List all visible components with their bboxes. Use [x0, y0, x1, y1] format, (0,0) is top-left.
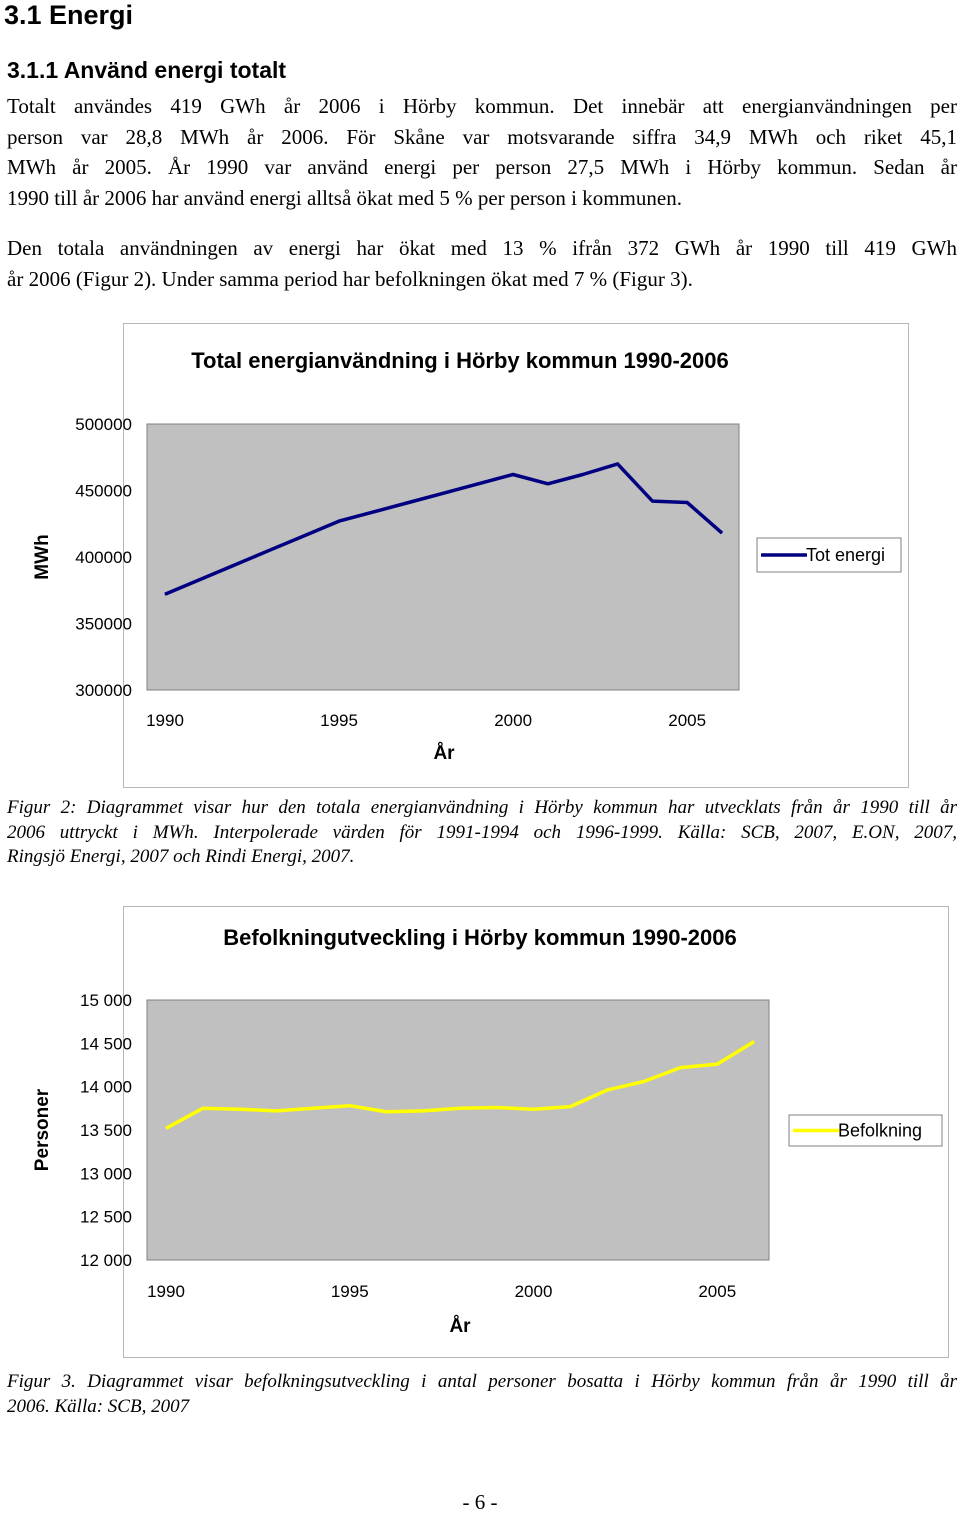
y-tick-label: 14 000: [80, 1077, 132, 1097]
figure-2-caption: [7, 796, 957, 870]
data-point: [582, 474, 583, 475]
page-number: - 6 -: [462, 1490, 498, 1514]
data-point: [687, 502, 688, 503]
population-chart-svg: [32, 907, 948, 1357]
data-point: [680, 1067, 681, 1068]
figure-3-caption: [7, 1370, 957, 1419]
data-point: [339, 521, 340, 522]
y-tick-label: 15 000: [80, 991, 132, 1010]
data-point: [386, 1111, 387, 1112]
paragraph-line: år 2006 (Figur 2). Under samma period har befolkningen ökat med 7 % (Figur 3).: [7, 266, 693, 291]
y-axis-label: Personer: [32, 1088, 53, 1172]
caption-line: Figur 3. Diagrammet visar befolkningsutveckling i antal personer bosatta i Hörby kommun från år 1990 till år: [7, 1371, 957, 1392]
data-point: [513, 474, 514, 475]
data-point: [617, 463, 618, 464]
data-point: [202, 1108, 203, 1109]
y-tick-label: 300000: [75, 681, 132, 700]
data-point: [234, 564, 235, 565]
y-tick-label: 450000: [75, 481, 132, 501]
data-point: [496, 1107, 497, 1108]
data-point: [570, 1106, 571, 1107]
x-tick-label: 2005: [698, 1282, 737, 1301]
y-tick-label: 12 000: [80, 1251, 132, 1270]
intro-paragraph: [7, 91, 957, 213]
data-point: [607, 1090, 608, 1091]
population-chart: [32, 906, 949, 1358]
x-tick-label: 1995: [330, 1282, 369, 1301]
y-axis-label: MWh: [32, 534, 53, 580]
data-point: [423, 1110, 424, 1111]
subsection-heading: 3.1.1 Använd energi totalt: [7, 57, 287, 83]
x-tick-label: 2000: [494, 711, 533, 730]
legend-label: Befolkning: [838, 1120, 923, 1141]
x-tick-label: 1990: [147, 1282, 185, 1301]
x-tick-label: 2000: [514, 1282, 553, 1301]
plot-area: [147, 1000, 769, 1260]
caption-line: 2006. Källa: SCB, 2007: [7, 1395, 190, 1417]
caption-line: Figur 2: Diagrammet visar hur den totala energianvändning i Hörby kommun har utvecklats från år 1990 till år: [7, 797, 957, 818]
section-heading: 3.1 Energi: [4, 0, 134, 30]
data-point: [547, 483, 548, 484]
plot-area: [147, 424, 739, 690]
data-point: [478, 483, 479, 484]
energy-chart-svg: [32, 324, 908, 787]
y-tick-label: 13 500: [80, 1121, 132, 1140]
data-point: [349, 1105, 350, 1106]
y-tick-label: 350000: [75, 614, 132, 634]
paragraph-line: MWh år 2005. År 1990 var använd energi per person 27,5 MWh i Hörby kommun. Sedan år: [7, 155, 957, 179]
data-point: [276, 1110, 277, 1111]
data-point: [722, 533, 723, 534]
x-tick-label: 1995: [320, 711, 358, 730]
caption-line: Ringsjö Energi, 2007 och Rindi Energi, 2007.: [7, 846, 355, 867]
data-point: [754, 1041, 755, 1042]
x-tick-label: 2005: [668, 711, 707, 730]
chart-title: Total energianvändning i Hörby kommun 1990-2006: [191, 348, 729, 373]
y-tick-label: 13 000: [80, 1164, 132, 1184]
data-point: [373, 511, 374, 512]
y-tick-label: 500000: [75, 415, 132, 434]
chart-title: Befolkningutveckling i Hörby kommun 1990-2006: [223, 925, 737, 950]
data-point: [652, 501, 653, 502]
x-axis-label: År: [433, 743, 455, 764]
data-point: [269, 550, 270, 551]
data-point: [199, 579, 200, 580]
paragraph-line: person var 28,8 MWh år 2006. För Skåne var motsvarande siffra 34,9 MWh och riket 45,1: [7, 124, 957, 149]
y-tick-label: 400000: [75, 548, 132, 567]
caption-line: 2006 uttryckt i MWh. Interpolerade värden för 1991-1994 och 1996-1999. Källa: SCB, 2007, E.ON, 2007,: [7, 821, 957, 843]
x-tick-label: 1990: [146, 711, 184, 730]
y-tick-label: 14 500: [80, 1034, 132, 1054]
data-point: [304, 535, 305, 536]
data-point: [239, 1109, 240, 1110]
legend-label: Tot energi: [806, 545, 886, 565]
data-point: [313, 1108, 314, 1109]
data-point: [533, 1109, 534, 1110]
data-point: [443, 493, 444, 494]
paragraph-line: Den totala användningen av energi har ökat med 13 % ifrån 372 GWh år 1990 till 419 GWh: [7, 236, 957, 260]
data-point: [460, 1108, 461, 1109]
data-point: [643, 1081, 644, 1082]
data-point: [166, 1128, 167, 1129]
data-point: [717, 1064, 718, 1065]
paragraph-line: 1990 till år 2006 har använd energi alltså ökat med 5 % per person i kommunen.: [7, 185, 682, 210]
energy-chart: [32, 323, 909, 788]
paragraph-line: Totalt användes 419 GWh år 2006 i Hörby kommun. Det innebär att energianvändningen per: [7, 94, 957, 118]
x-axis-label: År: [449, 1316, 471, 1337]
y-tick-label: 12 500: [80, 1207, 132, 1227]
second-paragraph: [7, 233, 957, 294]
data-point: [408, 502, 409, 503]
data-point: [165, 594, 166, 595]
